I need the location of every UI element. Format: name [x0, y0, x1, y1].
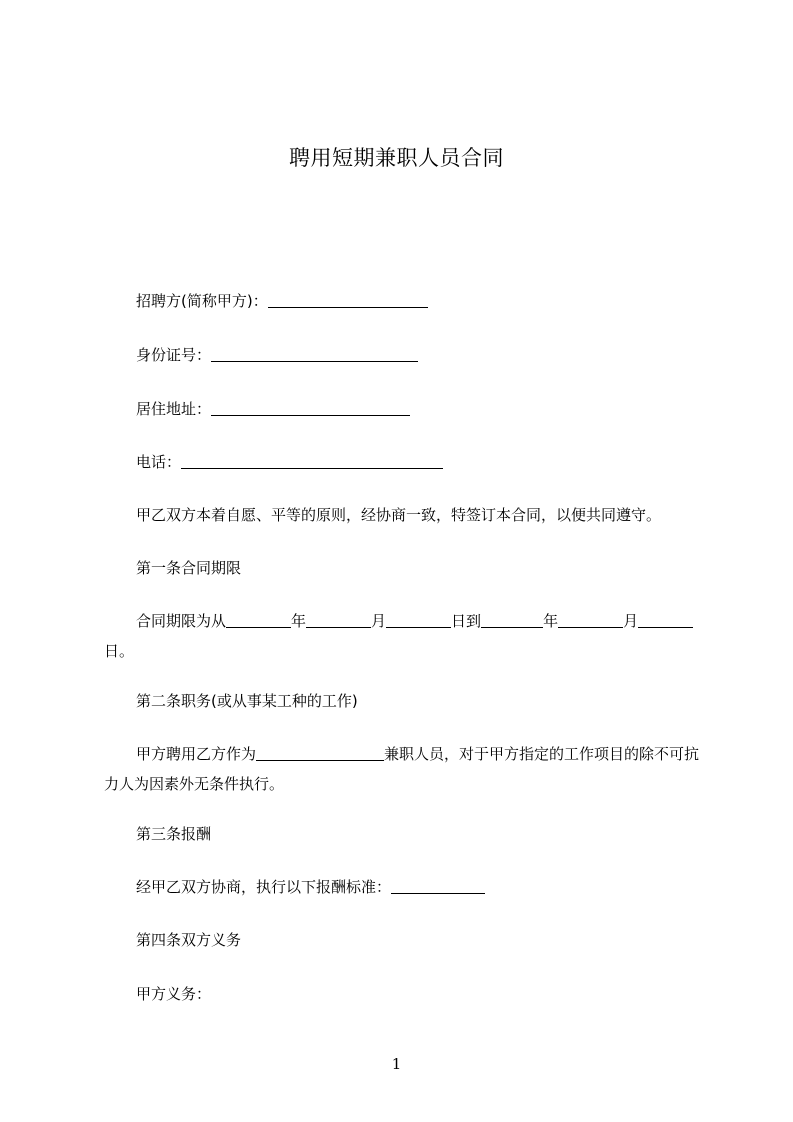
position-prefix: 甲方聘用乙方作为	[136, 745, 257, 763]
article3-title: 第三条报酬	[136, 825, 212, 843]
id-number-field	[136, 340, 418, 370]
end-month-blank[interactable]	[558, 610, 623, 628]
position-suffix: 兼职人员，对于甲方指定的工作项目的除不可抗力人为因素外无条件执行。	[104, 745, 700, 793]
start-year-blank[interactable]	[226, 610, 291, 628]
party-a-duties-label: 甲方义务：	[136, 985, 212, 1003]
page-number: 1	[391, 1055, 402, 1073]
article1-title: 第一条合同期限	[136, 559, 242, 577]
pay-standard-label: 经甲乙双方协商，执行以下报酬标准：	[136, 878, 392, 896]
article2-paragraph	[104, 739, 700, 799]
end-day-blank[interactable]	[638, 610, 693, 628]
article4-title: 第四条双方义务	[136, 931, 242, 949]
article2-title: 第二条职务(或从事某工种的工作)	[136, 692, 358, 710]
term-prefix: 合同期限为从	[136, 612, 227, 630]
employer-blank[interactable]	[268, 290, 428, 308]
phone-field	[136, 447, 443, 477]
address-field	[136, 394, 410, 424]
article1-paragraph	[104, 606, 700, 666]
pay-standard-blank[interactable]	[391, 876, 485, 894]
id-number-label: 身份证号：	[136, 346, 212, 364]
end-year-unit: 年	[543, 612, 559, 630]
start-year-unit: 年	[291, 612, 307, 630]
end-day-unit: 日。	[104, 642, 135, 660]
start-day-blank[interactable]	[386, 610, 451, 628]
address-blank[interactable]	[211, 398, 410, 416]
employer-field	[136, 286, 428, 316]
end-year-blank[interactable]	[481, 610, 543, 628]
start-month-blank[interactable]	[306, 610, 371, 628]
position-blank[interactable]	[256, 743, 384, 761]
intro-paragraph: 甲乙双方本着自愿、平等的原则，经协商一致，特签订本合同，以便共同遵守。	[136, 506, 662, 524]
end-month-unit: 月	[623, 612, 639, 630]
employer-label: 招聘方(简称甲方)：	[136, 292, 268, 310]
start-day-unit: 日到	[451, 612, 482, 630]
pay-standard-field	[136, 872, 485, 902]
document-title: 聘用短期兼职人员合同	[289, 146, 504, 170]
id-number-blank[interactable]	[211, 344, 418, 362]
start-month-unit: 月	[371, 612, 387, 630]
phone-label: 电话：	[136, 453, 182, 471]
phone-blank[interactable]	[181, 451, 443, 469]
address-label: 居住地址：	[136, 400, 212, 418]
